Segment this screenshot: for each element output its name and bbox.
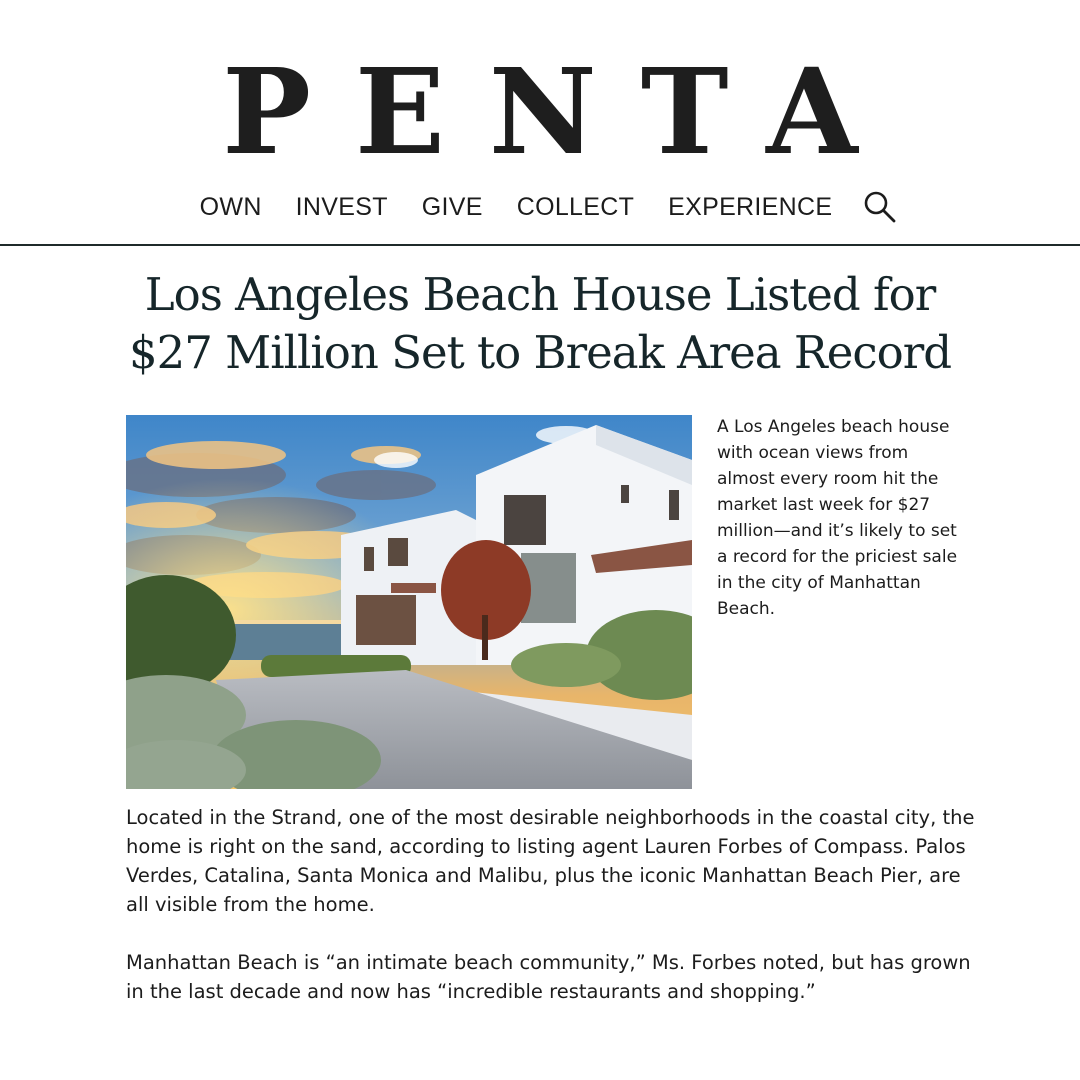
article-paragraph: Located in the Strand, one of the most desirable neighborhoods in the coastal city, the home is right on the sand, according to listing agent Lauren Forbes of Compass. Palos Verdes, Catalina, Santa Monica and Malibu, plus the iconic Manhattan Beach Pier, are all visible from the home. [126, 806, 975, 916]
article-intro: A Los Angeles beach house with ocean views from almost every room hit the market last week for $27 million—and it’s likely to set a record for the priciest sale in the city of Manhattan Beach. [717, 417, 958, 619]
article-paragraph: Manhattan Beach is “an intimate beach community,” Ms. Forbes noted, but has grown in the last decade and now has “incredible restaurants and shopping.” [126, 951, 971, 1003]
nav-item-experience[interactable]: EXPERIENCE [668, 192, 833, 221]
nav-item-invest[interactable]: INVEST [295, 192, 388, 221]
beach-house-photo [126, 415, 692, 789]
main-nav [0, 190, 1080, 224]
header-divider [0, 244, 1080, 246]
article-headline: Los Angeles Beach House Listed for $27 Million Set to Break Area Record [128, 268, 952, 379]
nav-item-give[interactable]: GIVE [421, 192, 483, 221]
masthead-logo[interactable]: PENTA [222, 42, 902, 181]
nav-item-collect[interactable]: COLLECT [516, 192, 635, 221]
nav-item-own[interactable]: OWN [199, 192, 262, 221]
search-icon[interactable] [863, 190, 897, 224]
